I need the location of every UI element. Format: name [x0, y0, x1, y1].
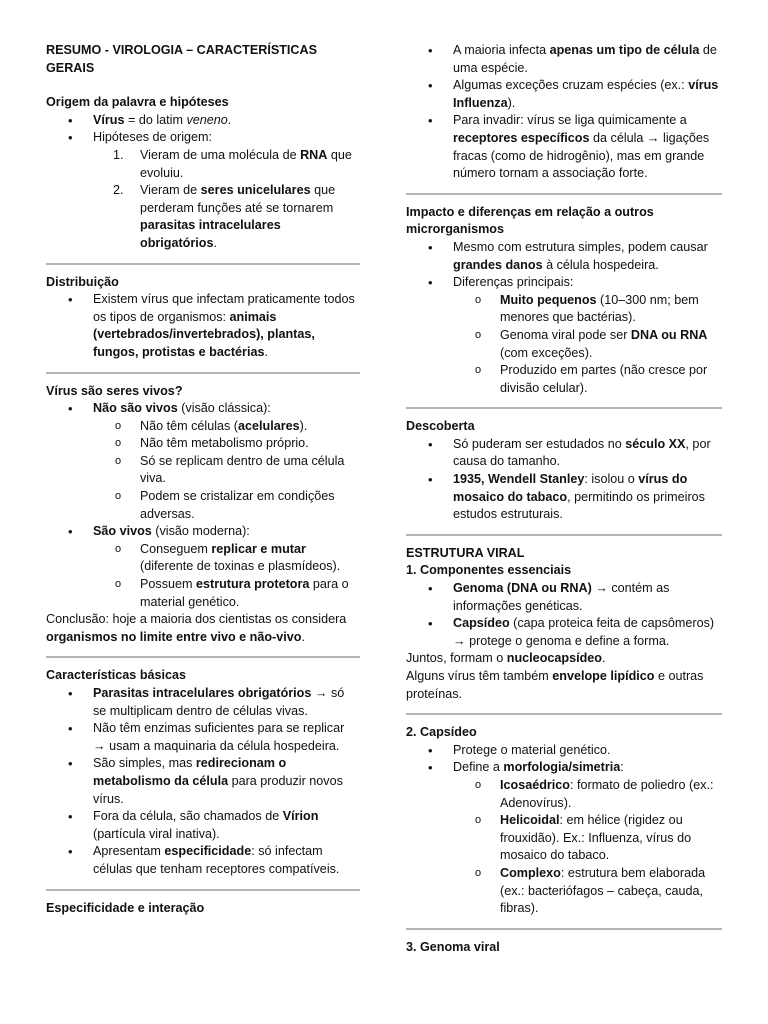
list-item: • 1935, Wendell Stanley: isolou o vírus do mosaico do tabaco, permitindo os primeiros estudos estruturais. — [406, 471, 722, 524]
list-item: • Existem vírus que infectam praticamente todos os tipos de organismos: animais (vertebrados/invertebrados), plantas, fungos, protistas e bactérias. — [46, 291, 360, 361]
list-item: o Icosaédrico: formato de poliedro (ex.: Adenovírus). — [453, 777, 722, 812]
list-item: • Não são vivos (visão clássica): o Não têm células (acelulares). o Não têm metabolismo próprio. o Só se replicam dentro de uma célula viva. o Podem se cristalizar em condições adversas. — [46, 400, 360, 523]
subheading-componentes: 1. Componentes essenciais — [406, 563, 572, 578]
list-item: • Capsídeo (capa proteica feita de capsômeros) → protege o genoma e define a forma. — [406, 615, 722, 650]
list-item: • Mesmo com estrutura simples, podem causar grandes danos à célula hospedeira. — [406, 239, 722, 274]
componentes-list — [406, 580, 722, 650]
list-item: o Muito pequenos (10–300 nm; bem menores que bactérias). — [453, 292, 722, 327]
divider — [406, 928, 722, 930]
section-heading-caracteristicas: Características básicas — [46, 668, 187, 683]
conclusao-text: Conclusão: hoje a maioria dos cientistas os considera organismos no limite entre vivo e não-vivo. — [46, 612, 347, 644]
list-item: • Diferenças principais: o Muito pequenos (10–300 nm; bem menores que bactérias). o Genoma viral pode ser DNA ou RNA (com exceções). o Produzido em partes (não cresce por divisão celular). — [406, 274, 722, 397]
list-item: o Conseguem replicar e mutar (diferente de toxinas e plasmídeos). — [93, 541, 360, 576]
impacto-list — [406, 239, 722, 397]
section-heading-capsideo: 2. Capsídeo — [406, 725, 477, 740]
document-title: RESUMO - VIROLOGIA – CARACTERÍSTICAS GERAIS — [46, 43, 318, 75]
section-heading-estrutura: ESTRUTURA VIRAL — [406, 545, 525, 560]
nucleocapsideo-text: Juntos, formam o nucleocapsídeo. — [406, 651, 606, 666]
list-item: 1. Vieram de uma molécula de RNA que evoluiu. — [113, 147, 352, 180]
diferencas-sublist — [453, 292, 722, 398]
divider — [406, 534, 722, 536]
divider — [46, 263, 360, 265]
hipoteses-list — [93, 147, 360, 253]
list-item: o Não têm metabolismo próprio. — [93, 435, 360, 453]
list-item: o Não têm células (acelulares). — [93, 418, 360, 436]
envelope-text: Alguns vírus têm também envelope lipídico e outras proteínas. — [406, 669, 704, 701]
list-item: o Helicoidal: em hélice (rigidez ou frouxidão). Ex.: Influenza, vírus do mosaico do tabaco. — [453, 812, 722, 865]
section-heading-especificidade: Especificidade e interação — [46, 900, 205, 915]
divider — [406, 407, 722, 409]
list-item: • Só puderam ser estudados no século XX, por causa do tamanho. — [406, 436, 722, 471]
list-item: o Complexo: estrutura bem elaborada (ex.: bacteriófagos – cabeça, cauda, fibras). — [453, 865, 722, 918]
descoberta-list — [406, 436, 722, 524]
list-item: • São vivos (visão moderna): o Conseguem replicar e mutar (diferente de toxinas e plasmídeos). o Possuem estrutura protetora para o material genético. — [46, 523, 360, 611]
list-item: • Apresentam especificidade: só infectam células que tenham receptores compatíveis. — [46, 843, 360, 878]
divider — [46, 372, 360, 374]
list-item: o Podem se cristalizar em condições adversas. — [93, 488, 360, 523]
section-heading-impacto: Impacto e diferenças em relação a outros microrganismos — [406, 204, 654, 237]
list-item: • Algumas exceções cruzam espécies (ex.: vírus Influenza). — [406, 77, 722, 112]
list-item: • Fora da célula, são chamados de Vírion (partícula viral inativa). — [46, 808, 360, 843]
especificidade-list — [406, 42, 722, 183]
list-item: • A maioria infecta apenas um tipo de célula de uma espécie. — [406, 42, 722, 77]
section-heading-genoma: 3. Genoma viral — [406, 939, 500, 954]
list-item: o Só se replicam dentro de uma célula viva. — [93, 453, 360, 488]
list-item: • Parasitas intracelulares obrigatórios → só se multiplicam dentro de células vivas. — [46, 685, 360, 720]
right-column — [406, 42, 722, 956]
list-item: • São simples, mas redirecionam o metabolismo da célula para produzir novos vírus. — [46, 755, 360, 808]
distribuicao-list — [46, 291, 360, 361]
section-heading-origem: Origem da palavra e hipóteses — [46, 95, 229, 110]
sao-vivos-sublist — [93, 541, 360, 611]
list-item: • Protege o material genético. — [406, 742, 722, 760]
list-item: • Não têm enzimas suficientes para se replicar → usam a maquinaria da célula hospedeira. — [46, 720, 360, 755]
section-heading-descoberta: Descoberta — [406, 419, 475, 434]
divider — [406, 713, 722, 715]
divider — [406, 193, 722, 195]
list-item: • Vírus = do latim veneno. — [46, 112, 360, 130]
simetria-sublist — [453, 777, 722, 918]
list-item: • Define a morfologia/simetria: o Icosaédrico: formato de poliedro (ex.: Adenovírus). o Helicoidal: em hélice (rigidez ou frouxidão). Ex.: Influenza, vírus do mosaico do tabaco. o Complexo: estrutura bem elaborada (ex.: bacteriófagos – cabeça, cauda, fibras). — [406, 759, 722, 917]
list-item: 2. Vieram de seres unicelulares que perderam funções até se tornarem parasitas intracelulares obrigatórios. — [113, 183, 336, 250]
section-heading-distribuicao: Distribuição — [46, 274, 119, 289]
nao-vivos-sublist — [93, 418, 360, 524]
caracteristicas-list — [46, 685, 360, 879]
list-item: • Genoma (DNA ou RNA) → contém as informações genéticas. — [406, 580, 722, 615]
list-item: o Possuem estrutura protetora para o material genético. — [93, 576, 360, 611]
section-heading-vivos: Vírus são seres vivos? — [46, 383, 183, 398]
capsideo-list — [406, 742, 722, 918]
divider — [46, 656, 360, 658]
list-item: o Genoma viral pode ser DNA ou RNA (com exceções). — [453, 327, 722, 362]
left-column — [46, 42, 360, 917]
list-item: o Produzido em partes (não cresce por divisão celular). — [453, 362, 722, 397]
origem-list — [46, 112, 360, 147]
list-item: • Hipóteses de origem: — [46, 129, 360, 147]
list-item: • Para invadir: vírus se liga quimicamente a receptores específicos da célula → ligações fracas (como de hidrogênio), mas em grande número tornam a associação forte. — [406, 112, 722, 182]
vivos-list — [46, 400, 360, 611]
divider — [46, 889, 360, 891]
